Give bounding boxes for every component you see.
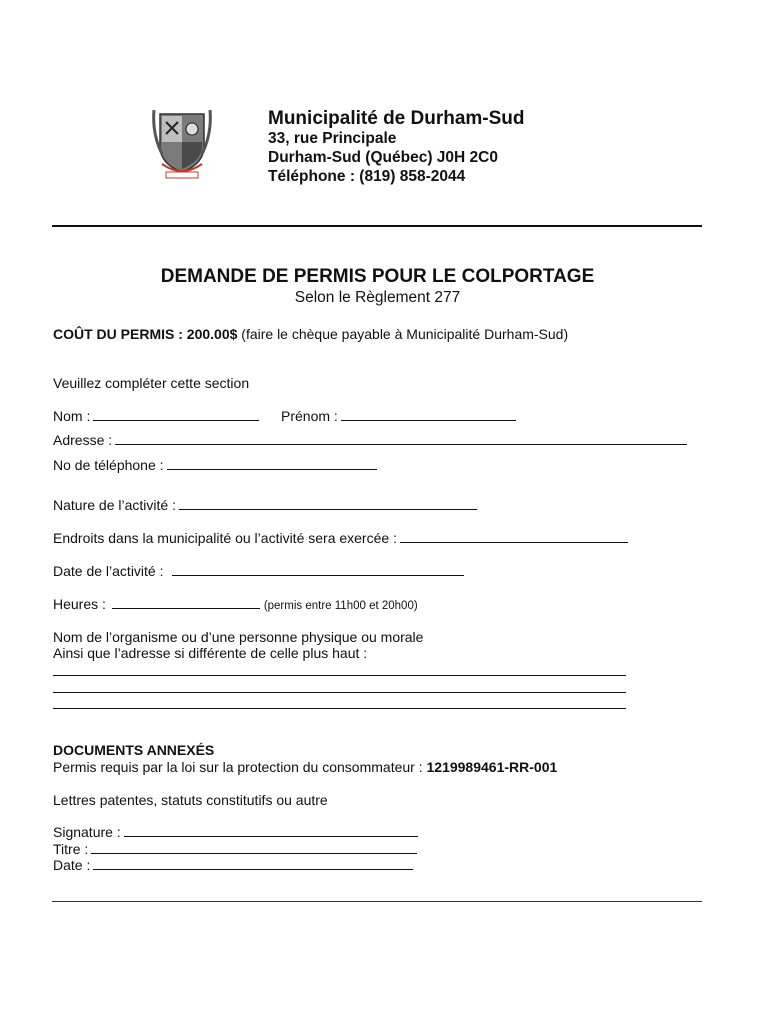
coat-of-arms-icon: [152, 104, 212, 182]
permit-number: 1219989461-RR-001: [426, 759, 558, 775]
nom-row: [53, 408, 259, 424]
telephone-blank[interactable]: [167, 457, 377, 470]
form-title: DEMANDE DE PERMIS POUR LE COLPORTAGE: [160, 266, 595, 287]
titre-label: Titre :: [53, 841, 89, 857]
letters-text: Lettres patentes, statuts constitutifs ou autre: [53, 792, 328, 808]
organisme-blank-2[interactable]: [53, 692, 626, 693]
telephone-label: No de téléphone :: [53, 457, 164, 473]
heures-row: [53, 596, 418, 612]
date-label: Date :: [53, 857, 91, 873]
prenom-row: [281, 408, 516, 424]
endroits-label: Endroits dans la municipalité ou l’activité sera exercée :: [53, 530, 397, 546]
organisme-blank-1[interactable]: [53, 675, 626, 676]
heures-blank[interactable]: [112, 596, 260, 609]
municipality-phone: Téléphone : (819) 858-2044: [268, 168, 466, 185]
organisme-line2: Ainsi que l’adresse si différente de celle plus haut :: [53, 645, 368, 661]
titre-row: [53, 841, 417, 857]
signature-blank[interactable]: [124, 824, 418, 837]
cost-label: COÛT DU PERMIS : 200.00$: [53, 326, 238, 342]
permit-text: Permis requis par la loi sur la protection du consommateur :: [53, 759, 423, 775]
nature-row: [53, 497, 477, 513]
prenom-label: Prénom :: [281, 408, 338, 424]
permit-row: [53, 759, 557, 775]
telephone-row: [53, 457, 377, 473]
adresse-row: [53, 432, 687, 448]
nom-blank[interactable]: [93, 408, 259, 421]
header-divider: [52, 225, 702, 227]
heures-note: (permis entre 11h00 et 20h00): [263, 600, 418, 612]
municipality-address: 33, rue Principale: [268, 130, 397, 147]
documents-heading: DOCUMENTS ANNEXÉS: [53, 742, 215, 758]
date-row: [53, 857, 413, 873]
date-activite-blank[interactable]: [172, 563, 464, 576]
prenom-blank[interactable]: [341, 408, 516, 421]
endroits-blank[interactable]: [400, 530, 628, 543]
municipality-city: Durham-Sud (Québec) J0H 2C0: [268, 149, 498, 166]
footer-divider: [52, 901, 702, 902]
titre-blank[interactable]: [91, 841, 417, 854]
adresse-blank[interactable]: [115, 432, 687, 445]
nature-label: Nature de l’activité :: [53, 497, 176, 513]
cost-note: (faire le chèque payable à Municipalité Durham-Sud): [241, 326, 569, 342]
permit-cost: [53, 326, 568, 342]
signature-label: Signature :: [53, 824, 121, 840]
endroits-row: [53, 530, 628, 546]
nom-label: Nom :: [53, 408, 91, 424]
date-activite-label: Date de l’activité :: [53, 563, 164, 579]
heures-label: Heures :: [53, 596, 106, 612]
municipality-name: Municipalité de Durham-Sud: [268, 108, 525, 129]
instruction-text: Veuillez compléter cette section: [53, 375, 250, 391]
nature-blank[interactable]: [179, 497, 477, 510]
form-subtitle: Selon le Règlement 277: [294, 289, 461, 306]
organisme-blank-3[interactable]: [53, 708, 626, 709]
date-blank[interactable]: [93, 857, 413, 870]
signature-row: [53, 824, 418, 840]
date-activite-row: [53, 563, 464, 579]
organisme-line1: Nom de l’organisme ou d’une personne physique ou morale: [53, 629, 424, 645]
adresse-label: Adresse :: [53, 432, 113, 448]
